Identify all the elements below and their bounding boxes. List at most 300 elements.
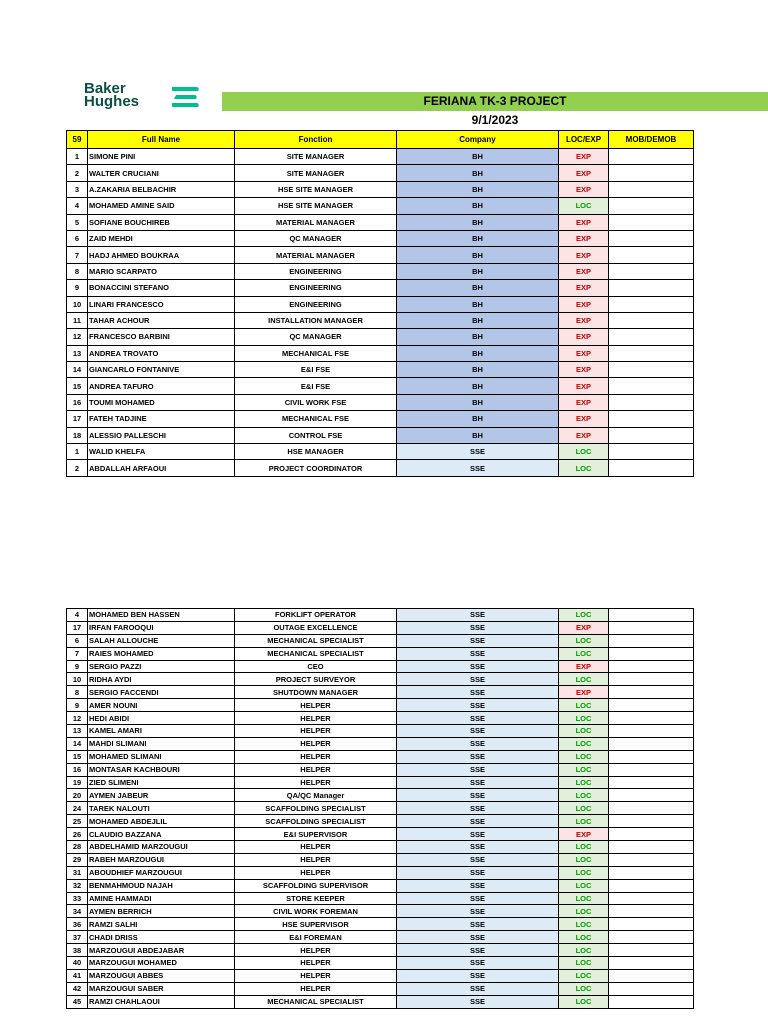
function-cell: HELPER	[235, 969, 397, 982]
table-row	[67, 776, 694, 789]
loc-exp-cell: LOC	[559, 853, 609, 866]
mob-demob-cell	[609, 214, 694, 230]
company-cell: BH	[397, 181, 559, 197]
loc-exp-cell: EXP	[559, 312, 609, 328]
company-cell: BH	[397, 247, 559, 263]
full-name-cell: HADJ AHMED BOUKRAA	[88, 247, 235, 263]
company-cell: BH	[397, 411, 559, 427]
full-name-cell: KAMEL AMARI	[88, 725, 235, 738]
row-number: 38	[67, 944, 88, 957]
mob-demob-cell	[609, 230, 694, 246]
full-name-cell: AYMEN BERRICH	[88, 905, 235, 918]
full-name-cell: SERGIO PAZZI	[88, 660, 235, 673]
function-cell: SITE MANAGER	[235, 149, 397, 165]
mob-demob-cell	[609, 378, 694, 394]
company-cell: BH	[397, 362, 559, 378]
table-row	[67, 621, 694, 634]
row-number: 9	[67, 699, 88, 712]
table-row	[67, 737, 694, 750]
loc-exp-cell: LOC	[559, 802, 609, 815]
table-row	[67, 763, 694, 776]
mob-demob-cell	[609, 329, 694, 345]
table-row	[67, 609, 694, 622]
company-cell: SSE	[397, 982, 559, 995]
loc-exp-header: LOC/EXP	[559, 131, 609, 149]
full-name-cell: CLAUDIO BAZZANA	[88, 828, 235, 841]
company-cell: SSE	[397, 841, 559, 854]
mob-demob-cell	[609, 444, 694, 460]
row-number: 25	[67, 815, 88, 828]
company-cell: SSE	[397, 853, 559, 866]
function-cell: HELPER	[235, 853, 397, 866]
table-row	[67, 149, 694, 165]
table-row	[67, 957, 694, 970]
loc-exp-cell: LOC	[559, 879, 609, 892]
function-cell: CEO	[235, 660, 397, 673]
function-cell: HELPER	[235, 750, 397, 763]
table-row	[67, 181, 694, 197]
loc-exp-cell: LOC	[559, 647, 609, 660]
company-cell: BH	[397, 214, 559, 230]
function-cell: HELPER	[235, 866, 397, 879]
full-name-cell: ALESSIO PALLESCHI	[88, 427, 235, 443]
row-number: 18	[67, 427, 88, 443]
loc-exp-cell: EXP	[559, 296, 609, 312]
function-cell: MECHANICAL SPECIALIST	[235, 995, 397, 1008]
full-name-cell: CHADI DRISS	[88, 931, 235, 944]
company-cell: SSE	[397, 660, 559, 673]
function-cell: MECHANICAL FSE	[235, 411, 397, 427]
report-date: 9/1/2023	[471, 113, 519, 127]
row-number: 16	[67, 763, 88, 776]
row-number: 6	[67, 230, 88, 246]
function-cell: HELPER	[235, 957, 397, 970]
table-row	[67, 982, 694, 995]
row-number: 13	[67, 345, 88, 361]
function-cell: E&I SUPERVISOR	[235, 828, 397, 841]
mob-demob-cell	[609, 411, 694, 427]
function-cell: STORE KEEPER	[235, 892, 397, 905]
row-number: 8	[67, 263, 88, 279]
full-name-cell: SIMONE PINI	[88, 149, 235, 165]
company-cell: BH	[397, 345, 559, 361]
row-number: 14	[67, 737, 88, 750]
company-cell: SSE	[397, 621, 559, 634]
row-number: 11	[67, 312, 88, 328]
function-cell: SITE MANAGER	[235, 165, 397, 181]
mob-demob-cell	[609, 725, 694, 738]
company-cell: SSE	[397, 931, 559, 944]
company-cell: BH	[397, 280, 559, 296]
table-row	[67, 247, 694, 263]
loc-exp-cell: EXP	[559, 411, 609, 427]
loc-exp-cell: EXP	[559, 263, 609, 279]
company-cell: SSE	[397, 634, 559, 647]
full-name-cell: SOFIANE BOUCHIREB	[88, 214, 235, 230]
mob-demob-cell	[609, 362, 694, 378]
row-number: 29	[67, 853, 88, 866]
row-number: 3	[67, 181, 88, 197]
table-row	[67, 802, 694, 815]
function-cell: HELPER	[235, 737, 397, 750]
company-cell: BH	[397, 165, 559, 181]
mob-demob-cell	[609, 969, 694, 982]
full-name-cell: WALTER CRUCIANI	[88, 165, 235, 181]
company-cell: BH	[397, 198, 559, 214]
loc-exp-cell: LOC	[559, 737, 609, 750]
company-cell: SSE	[397, 609, 559, 622]
table-row	[67, 660, 694, 673]
full-name-cell: SALAH ALLOUCHE	[88, 634, 235, 647]
table-row	[67, 995, 694, 1008]
loc-exp-cell: EXP	[559, 394, 609, 410]
mob-demob-cell	[609, 802, 694, 815]
mob-demob-cell	[609, 263, 694, 279]
function-header: Fonction	[235, 131, 397, 149]
function-cell: QA/QC Manager	[235, 789, 397, 802]
loc-exp-cell: EXP	[559, 621, 609, 634]
full-name-cell: RIDHA AYDI	[88, 673, 235, 686]
full-name-cell: RAIES MOHAMED	[88, 647, 235, 660]
function-cell: CONTROL FSE	[235, 427, 397, 443]
row-number: 10	[67, 296, 88, 312]
row-number: 2	[67, 460, 88, 476]
row-number: 26	[67, 828, 88, 841]
personnel-table-1	[66, 130, 694, 477]
table-row	[67, 460, 694, 476]
row-number: 12	[67, 712, 88, 725]
full-name-cell: AMER NOUNI	[88, 699, 235, 712]
company-cell: SSE	[397, 712, 559, 725]
table-row	[67, 789, 694, 802]
function-cell: HELPER	[235, 982, 397, 995]
mob-demob-cell	[609, 621, 694, 634]
table-row	[67, 725, 694, 738]
loc-exp-cell: EXP	[559, 378, 609, 394]
table-row	[67, 750, 694, 763]
loc-exp-cell: EXP	[559, 427, 609, 443]
mob-demob-cell	[609, 673, 694, 686]
function-cell: HSE SITE MANAGER	[235, 181, 397, 197]
loc-exp-cell: LOC	[559, 725, 609, 738]
full-name-cell: ANDREA TROVATO	[88, 345, 235, 361]
loc-exp-cell: EXP	[559, 181, 609, 197]
row-number: 10	[67, 673, 88, 686]
mob-demob-cell	[609, 312, 694, 328]
function-cell: SHUTDOWN MANAGER	[235, 686, 397, 699]
row-number: 45	[67, 995, 88, 1008]
full-name-cell: ZAID MEHDI	[88, 230, 235, 246]
project-title: FERIANA TK-3 PROJECT	[222, 92, 768, 111]
full-name-header: Full Name	[88, 131, 235, 149]
loc-exp-cell: LOC	[559, 444, 609, 460]
function-cell: INSTALLATION MANAGER	[235, 312, 397, 328]
row-number: 4	[67, 198, 88, 214]
mob-demob-cell	[609, 841, 694, 854]
function-cell: MECHANICAL SPECIALIST	[235, 634, 397, 647]
table-row	[67, 362, 694, 378]
full-name-cell: MARZOUGUI MOHAMED	[88, 957, 235, 970]
mob-demob-cell	[609, 931, 694, 944]
row-number: 33	[67, 892, 88, 905]
full-name-cell: ANDREA TAFURO	[88, 378, 235, 394]
row-number: 2	[67, 165, 88, 181]
company-cell: BH	[397, 312, 559, 328]
loc-exp-cell: LOC	[559, 750, 609, 763]
mob-demob-cell	[609, 149, 694, 165]
row-number: 20	[67, 789, 88, 802]
loc-exp-cell: LOC	[559, 634, 609, 647]
function-cell: MECHANICAL FSE	[235, 345, 397, 361]
company-cell: SSE	[397, 750, 559, 763]
mob-demob-cell	[609, 879, 694, 892]
loc-exp-cell: EXP	[559, 345, 609, 361]
row-number: 8	[67, 686, 88, 699]
row-number: 7	[67, 247, 88, 263]
full-name-cell: TAHAR ACHOUR	[88, 312, 235, 328]
company-cell: BH	[397, 263, 559, 279]
full-name-cell: WALID KHELFA	[88, 444, 235, 460]
table-row	[67, 944, 694, 957]
company-cell: BH	[397, 394, 559, 410]
row-number: 37	[67, 931, 88, 944]
table-row	[67, 969, 694, 982]
company-cell: SSE	[397, 969, 559, 982]
full-name-cell: ABDELHAMID MARZOUGUI	[88, 841, 235, 854]
full-name-cell: BONACCINI STEFANO	[88, 280, 235, 296]
company-cell: SSE	[397, 737, 559, 750]
company-cell: SSE	[397, 905, 559, 918]
mob-demob-cell	[609, 944, 694, 957]
company-cell: SSE	[397, 879, 559, 892]
loc-exp-cell: LOC	[559, 815, 609, 828]
table-row	[67, 378, 694, 394]
function-cell: E&I FSE	[235, 362, 397, 378]
full-name-cell: AMINE HAMMADI	[88, 892, 235, 905]
function-cell: SCAFFOLDING SUPERVISOR	[235, 879, 397, 892]
function-cell: HELPER	[235, 699, 397, 712]
full-name-cell: MARIO SCARPATO	[88, 263, 235, 279]
company-cell: SSE	[397, 725, 559, 738]
count-header: 59	[67, 131, 88, 149]
table-row	[67, 647, 694, 660]
personnel-table-2	[66, 608, 694, 1009]
full-name-cell: MONTASAR KACHBOURI	[88, 763, 235, 776]
mob-demob-cell	[609, 763, 694, 776]
loc-exp-cell: LOC	[559, 673, 609, 686]
mob-demob-cell	[609, 247, 694, 263]
mob-demob-cell	[609, 866, 694, 879]
row-number: 5	[67, 214, 88, 230]
table-row	[67, 892, 694, 905]
loc-exp-cell: EXP	[559, 230, 609, 246]
mob-demob-cell	[609, 995, 694, 1008]
table-row	[67, 394, 694, 410]
mob-demob-cell	[609, 609, 694, 622]
company-cell: SSE	[397, 763, 559, 776]
loc-exp-cell: LOC	[559, 918, 609, 931]
function-cell: SCAFFOLDING SPECIALIST	[235, 815, 397, 828]
function-cell: QC MANAGER	[235, 329, 397, 345]
loc-exp-cell: EXP	[559, 686, 609, 699]
loc-exp-cell: EXP	[559, 214, 609, 230]
mob-demob-cell	[609, 460, 694, 476]
table-row	[67, 165, 694, 181]
table-row	[67, 841, 694, 854]
row-number: 12	[67, 329, 88, 345]
table-row	[67, 214, 694, 230]
loc-exp-cell: LOC	[559, 995, 609, 1008]
mob-demob-cell	[609, 660, 694, 673]
row-number: 36	[67, 918, 88, 931]
row-number: 14	[67, 362, 88, 378]
full-name-cell: GIANCARLO FONTANIVE	[88, 362, 235, 378]
function-cell: HSE SUPERVISOR	[235, 918, 397, 931]
full-name-cell: A.ZAKARIA BELBACHIR	[88, 181, 235, 197]
mob-demob-cell	[609, 686, 694, 699]
loc-exp-cell: LOC	[559, 969, 609, 982]
mob-demob-cell	[609, 905, 694, 918]
function-cell: ENGINEERING	[235, 280, 397, 296]
loc-exp-cell: EXP	[559, 280, 609, 296]
full-name-cell: MARZOUGUI ABBES	[88, 969, 235, 982]
full-name-cell: RABEH MARZOUGUI	[88, 853, 235, 866]
full-name-cell: AYMEN JABEUR	[88, 789, 235, 802]
table-row	[67, 866, 694, 879]
mob-demob-cell	[609, 776, 694, 789]
full-name-cell: TOUMI MOHAMED	[88, 394, 235, 410]
function-cell: HELPER	[235, 944, 397, 957]
loc-exp-cell: LOC	[559, 982, 609, 995]
company-cell: SSE	[397, 802, 559, 815]
table-row	[67, 853, 694, 866]
table-row	[67, 879, 694, 892]
function-cell: OUTAGE EXCELLENCE	[235, 621, 397, 634]
mob-demob-cell	[609, 892, 694, 905]
loc-exp-cell: LOC	[559, 789, 609, 802]
loc-exp-cell: LOC	[559, 957, 609, 970]
company-cell: SSE	[397, 673, 559, 686]
loc-exp-cell: EXP	[559, 362, 609, 378]
table-row	[67, 411, 694, 427]
loc-exp-cell: LOC	[559, 905, 609, 918]
table-row	[67, 918, 694, 931]
row-number: 41	[67, 969, 88, 982]
company-cell: SSE	[397, 460, 559, 476]
mob-demob-cell	[609, 712, 694, 725]
loc-exp-cell: LOC	[559, 841, 609, 854]
row-number: 4	[67, 609, 88, 622]
company-cell: SSE	[397, 995, 559, 1008]
mob-demob-cell	[609, 427, 694, 443]
table-row	[67, 444, 694, 460]
full-name-cell: MARZOUGUI ABDEJABAR	[88, 944, 235, 957]
mob-demob-cell	[609, 737, 694, 750]
logo-line-1: Baker	[84, 80, 126, 97]
full-name-cell: MOHAMED SLIMANI	[88, 750, 235, 763]
company-cell: BH	[397, 296, 559, 312]
table-row	[67, 828, 694, 841]
function-cell: MECHANICAL SPECIALIST	[235, 647, 397, 660]
mob-demob-cell	[609, 165, 694, 181]
full-name-cell: TAREK NALOUTI	[88, 802, 235, 815]
row-number: 40	[67, 957, 88, 970]
mob-demob-cell	[609, 280, 694, 296]
loc-exp-cell: LOC	[559, 763, 609, 776]
function-cell: FORKLIFT OPERATOR	[235, 609, 397, 622]
mob-demob-cell	[609, 789, 694, 802]
company-cell: BH	[397, 149, 559, 165]
loc-exp-cell: LOC	[559, 892, 609, 905]
company-header: Company	[397, 131, 559, 149]
company-cell: SSE	[397, 647, 559, 660]
loc-exp-cell: LOC	[559, 198, 609, 214]
company-cell: SSE	[397, 918, 559, 931]
company-cell: SSE	[397, 828, 559, 841]
function-cell: HELPER	[235, 763, 397, 776]
table-header-row	[67, 131, 694, 149]
full-name-cell: FRANCESCO BARBINI	[88, 329, 235, 345]
loc-exp-cell: EXP	[559, 247, 609, 263]
full-name-cell: ABOUDHIEF MARZOUGUI	[88, 866, 235, 879]
mob-demob-cell	[609, 957, 694, 970]
row-number: 6	[67, 634, 88, 647]
full-name-cell: MOHAMED AMINE SAID	[88, 198, 235, 214]
row-number: 7	[67, 647, 88, 660]
table-row	[67, 815, 694, 828]
row-number: 28	[67, 841, 88, 854]
row-number: 31	[67, 866, 88, 879]
row-number: 9	[67, 280, 88, 296]
function-cell: MATERIAL MANAGER	[235, 247, 397, 263]
full-name-cell: MOHAMED ABDEJLIL	[88, 815, 235, 828]
row-number: 24	[67, 802, 88, 815]
table-row	[67, 345, 694, 361]
company-cell: BH	[397, 378, 559, 394]
table-row	[67, 712, 694, 725]
company-cell: SSE	[397, 815, 559, 828]
logo-line-2: Hughes	[84, 93, 140, 110]
table-row	[67, 905, 694, 918]
row-number: 19	[67, 776, 88, 789]
row-number: 34	[67, 905, 88, 918]
function-cell: CIVIL WORK FOREMAN	[235, 905, 397, 918]
mob-demob-cell	[609, 853, 694, 866]
loc-exp-cell: EXP	[559, 660, 609, 673]
loc-exp-cell: LOC	[559, 866, 609, 879]
row-number: 13	[67, 725, 88, 738]
table-row	[67, 931, 694, 944]
company-cell: SSE	[397, 444, 559, 460]
full-name-cell: MAHDI SLIMANI	[88, 737, 235, 750]
mob-demob-cell	[609, 828, 694, 841]
function-cell: HELPER	[235, 725, 397, 738]
loc-exp-cell: LOC	[559, 712, 609, 725]
table-row	[67, 296, 694, 312]
company-cell: SSE	[397, 944, 559, 957]
table-row	[67, 312, 694, 328]
full-name-cell: SERGIO FACCENDI	[88, 686, 235, 699]
function-cell: QC MANAGER	[235, 230, 397, 246]
loc-exp-cell: LOC	[559, 944, 609, 957]
mob-demob-cell	[609, 750, 694, 763]
company-cell: BH	[397, 329, 559, 345]
function-cell: PROJECT SURVEYOR	[235, 673, 397, 686]
function-cell: E&I FOREMAN	[235, 931, 397, 944]
loc-exp-cell: LOC	[559, 776, 609, 789]
function-cell: CIVIL WORK FSE	[235, 394, 397, 410]
full-name-cell: FATEH TADJINE	[88, 411, 235, 427]
